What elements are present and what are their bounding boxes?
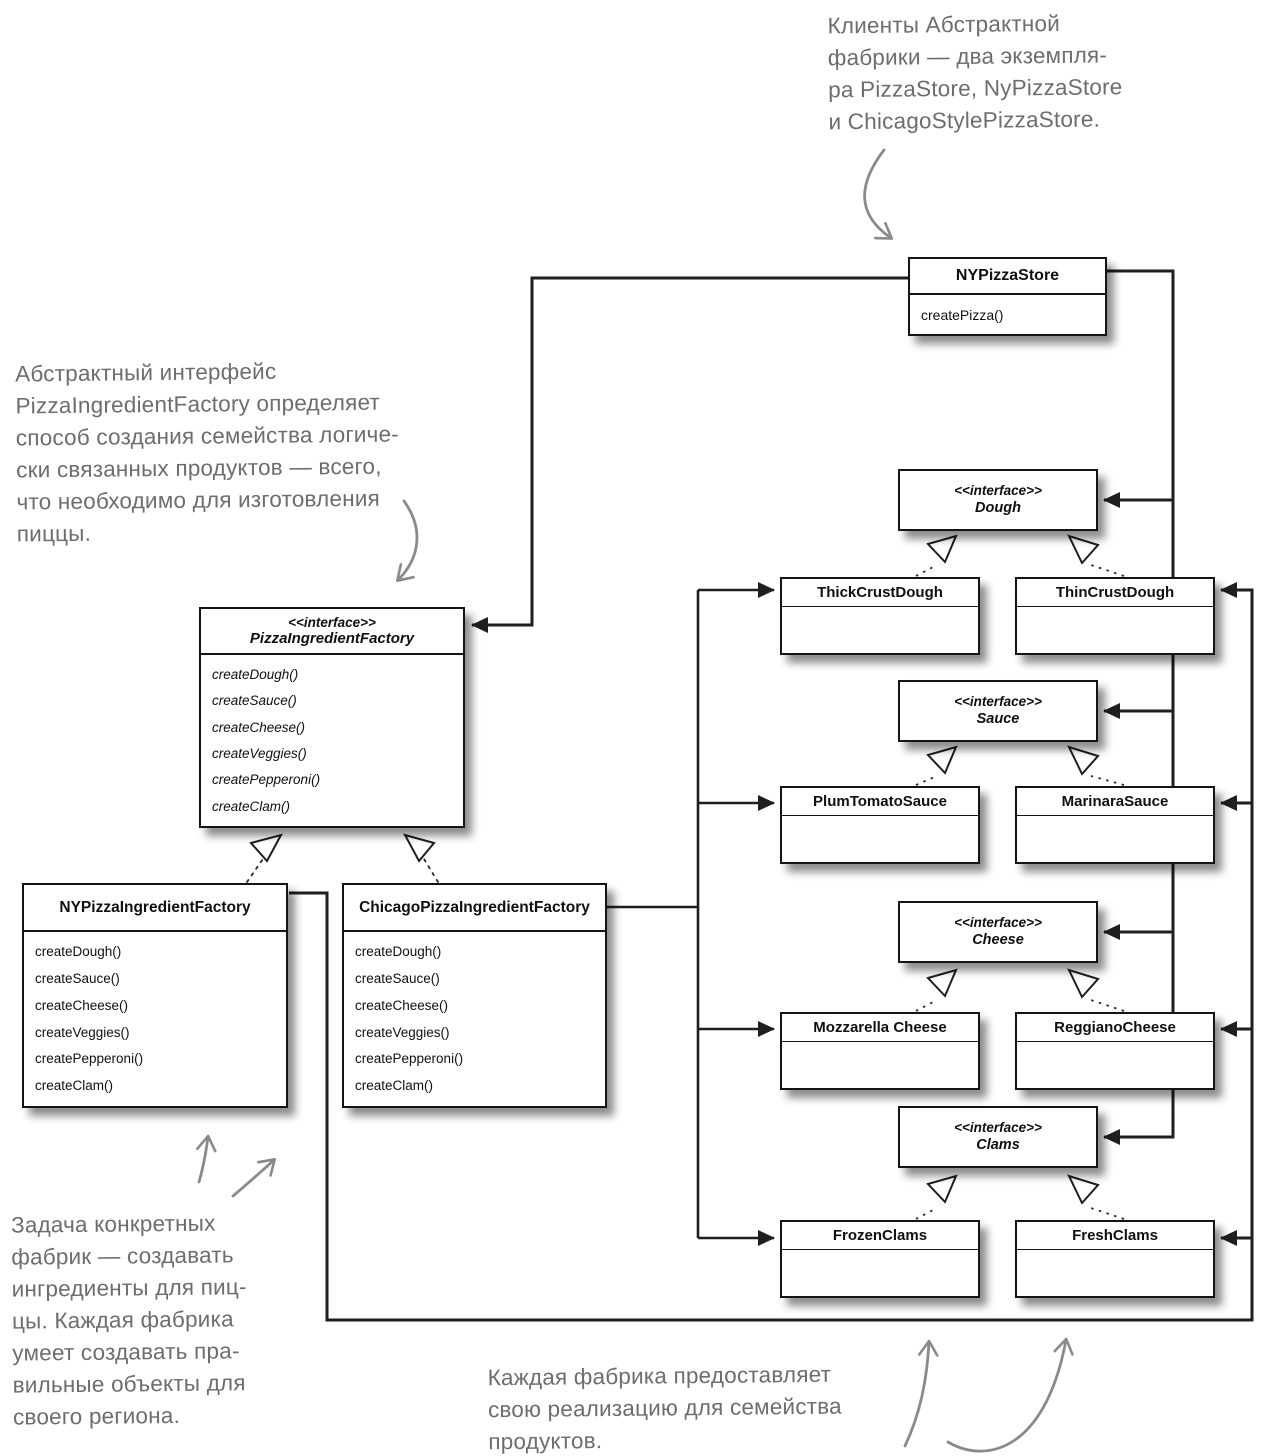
note-arrow-concrete-factories-up: [199, 1137, 208, 1182]
interface-clams: [898, 1106, 1098, 1168]
realization-arrow-ny-factory: [247, 835, 281, 882]
interface-title: Dough: [975, 500, 1021, 517]
class-method: createClam(): [212, 798, 291, 814]
class-fresh-clams: [1015, 1220, 1215, 1298]
note-concrete-factories: Задача конкретных фабрик — создавать ингредиенты для пиц- цы. Каждая фабрика умеет создавать пра- вильные объекты для своего региона.: [10, 1210, 247, 1430]
class-marinara-sauce: [1015, 786, 1215, 864]
class-title: Mozzarella Cheese: [782, 1014, 978, 1042]
realization-arrow-chicago-factory: [405, 835, 438, 882]
class-method: createSauce(): [355, 971, 440, 987]
note-arrow-concrete-factories-diagonal: [233, 1160, 274, 1196]
stereotype-label: <<interface>>: [954, 693, 1042, 709]
interface-dough: [898, 469, 1098, 531]
class-title: FreshClams: [1017, 1222, 1213, 1250]
note-arrow-factory-products-right: [948, 1340, 1066, 1451]
class-method: createClam(): [355, 1078, 434, 1094]
note-abstract-interface: Абстрактный интерфейс PizzaIngredientFactory определяет способ создания семейства логиче- ски связанных продуктов — всего, что необходимо для изготовления пиццы.: [15, 358, 400, 547]
class-title: ChicagoPizzaIngredientFactory: [344, 885, 605, 932]
class-title: NYPizzaStore: [910, 259, 1105, 295]
class-method: createSauce(): [35, 971, 120, 987]
note-arrow-clients: [865, 150, 891, 238]
interface-title: Sauce: [976, 711, 1020, 728]
class-method: createPepperoni(): [355, 1051, 464, 1067]
interface-title: Cheese: [972, 932, 1024, 949]
class-method: createSauce(): [212, 693, 297, 709]
realization-arrows-clams: [916, 1176, 1124, 1219]
stereotype-label: <<interface>>: [288, 614, 376, 630]
class-thick-crust-dough: [780, 577, 980, 655]
stereotype-label: <<interface>>: [954, 914, 1042, 930]
realization-arrows-dough: [916, 536, 1124, 576]
class-thin-crust-dough: [1015, 577, 1215, 655]
class-plum-tomato-sauce: [780, 786, 980, 864]
class-title: NYPizzaIngredientFactory: [24, 885, 286, 932]
class-chicago-pizza-ingredient-factory: [342, 883, 607, 1108]
class-method: createPepperoni(): [35, 1051, 144, 1067]
interface-title: Clams: [976, 1137, 1020, 1154]
class-title: ThinCrustDough: [1017, 579, 1213, 607]
class-title: ThickCrustDough: [782, 579, 978, 607]
creates-arrows-chicago-factory-to-products: [605, 590, 774, 1238]
uses-arrow-store-to-factory-interface: [472, 278, 908, 625]
class-method: createVeggies(): [35, 1024, 130, 1040]
class-method: createVeggies(): [355, 1024, 450, 1040]
interface-sauce: [898, 680, 1098, 742]
stereotype-label: <<interface>>: [954, 1119, 1042, 1135]
class-method: createCheese(): [355, 997, 449, 1013]
class-title: MarinaraSauce: [1017, 788, 1213, 816]
realization-arrows-cheese: [916, 970, 1124, 1011]
class-pizza-ingredient-factory: [199, 607, 465, 828]
note-clients: Клиенты Абстрактной фабрики — два экземпля- ра PizzaStore, NyPizzaStore и ChicagoStylePizzaStore.: [827, 10, 1123, 135]
class-title: PlumTomatoSauce: [782, 788, 978, 816]
class-method: createDough(): [355, 944, 442, 960]
class-reggiano-cheese: [1015, 1012, 1215, 1090]
stereotype-label: <<interface>>: [954, 482, 1042, 498]
class-method: createPizza(): [921, 306, 1004, 323]
class-method: createDough(): [35, 944, 122, 960]
class-method: createPepperoni(): [212, 772, 321, 788]
class-title: PizzaIngredientFactory: [249, 630, 415, 648]
class-method: createVeggies(): [212, 745, 307, 761]
note-factory-products: Каждая фабрика предоставляет свою реализацию для семейства продуктов.: [487, 1361, 842, 1455]
interface-cheese: [898, 901, 1098, 963]
realization-arrows-sauce: [916, 747, 1124, 785]
class-method: createCheese(): [35, 997, 129, 1013]
class-ny-pizza-ingredient-factory: [22, 883, 288, 1108]
class-title: ReggianoCheese: [1017, 1014, 1213, 1042]
class-method: createClam(): [35, 1078, 114, 1094]
class-ny-pizza-store: [908, 257, 1107, 336]
class-method: createDough(): [212, 666, 299, 682]
class-frozen-clams: [780, 1220, 980, 1298]
class-title: FrozenClams: [782, 1222, 978, 1250]
class-mozzarella-cheese: [780, 1012, 980, 1090]
class-method: createCheese(): [212, 719, 306, 735]
